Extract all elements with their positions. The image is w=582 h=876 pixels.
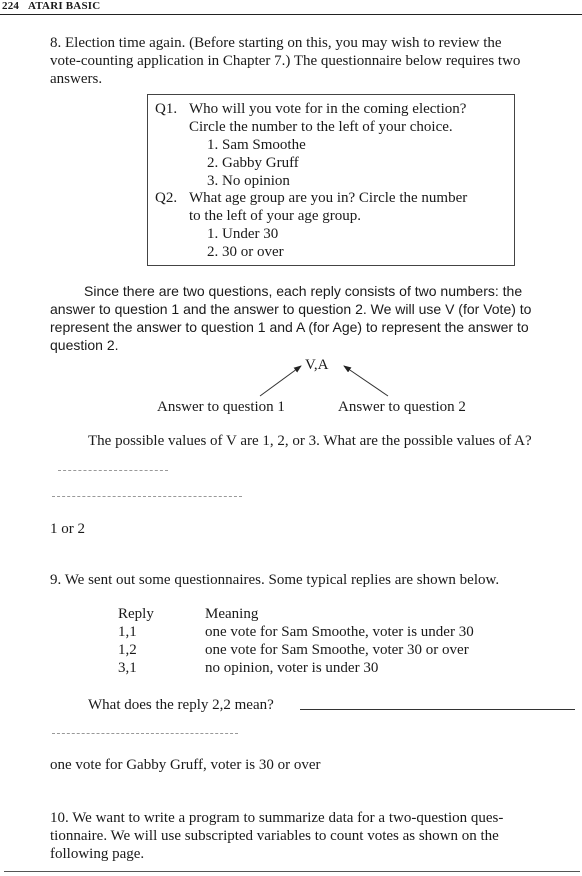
meaning-cell-2: one vote for Sam Smoothe, voter 30 or over [205,642,469,658]
meaning-column-header: Meaning [205,606,259,622]
ex9-intro: 9. We sent out some questionnaires. Some typical replies are shown below. [50,572,500,588]
book-title: ATARI BASIC [28,0,101,12]
q2-option-1: 1. Under 30 [207,226,279,242]
q2-option-2: 2. 30 or over [207,244,284,260]
reply-cell-2: 1,2 [118,642,137,658]
explain-line-3: represent the answer to question 1 and A (for Age) to represent the answer to [50,319,529,335]
q2-text-line-2: to the left of your age group. [189,208,362,224]
arrow-to-v-icon [260,366,301,396]
answer-blank-1 [58,470,168,472]
ex8-answer: 1 or 2 [50,521,85,537]
ex8-line-1: 8. Election time again. (Before starting on this, you may wish to review the [50,35,502,51]
explain-line-2: answer to question 1 and the answer to question 2. We will use V (for Vote) to [50,301,532,317]
ex9-question: What does the reply 2,2 mean? [88,697,274,713]
ex10-line-1: 10. We want to write a program to summarize data for a two-question ques- [50,810,504,826]
reply-cell-1: 1,1 [118,624,137,640]
explain-line-1: Since there are two questions, each reply consists of two numbers: the [84,283,523,299]
meaning-cell-1: one vote for Sam Smoothe, voter is under 30 [205,624,474,640]
ex10-line-2: tionnaire. We will use subscripted variables to count votes as shown on the [50,828,499,844]
q1-option-1: 1. Sam Smoothe [207,137,306,153]
ex9-answer: one vote for Gabby Gruff, voter is 30 or over [50,757,321,773]
va-pair: V,A [305,357,329,373]
q1-text-line-1: Who will you vote for in the coming election? [189,101,467,117]
page-number: 224 [2,0,20,12]
q1-option-3: 3. No opinion [207,173,290,189]
q2-label: Q2. [155,190,178,206]
q1-option-2: 2. Gabby Gruff [207,155,299,171]
reply-cell-3: 3,1 [118,660,137,676]
q1-text-line-2: Circle the number to the left of your choice. [189,119,453,135]
answer-blank-3 [52,733,238,735]
footer-rule [4,871,580,872]
arrow-to-a-icon [344,366,388,396]
q2-text-line-1: What age group are you in? Circle the number [189,190,468,206]
reply-column-header: Reply [118,606,154,622]
q1-label: Q1. [155,101,178,117]
meaning-cell-3: no opinion, voter is under 30 [205,660,379,676]
ex8-line-3: answers. [50,71,103,87]
ex10-line-3: following page. [50,846,145,862]
answer-to-question-2-label: Answer to question 2 [338,399,466,415]
ex8-line-2: vote-counting application in Chapter 7.) The questionnaire below requires two [50,53,521,69]
answer-to-question-1-label: Answer to question 1 [157,399,285,415]
answer-blank-2 [52,496,242,498]
ex9-answer-line [300,709,575,710]
explain-line-4: question 2. [50,337,119,353]
ex8-question: The possible values of V are 1, 2, or 3. What are the possible values of A? [88,433,532,449]
